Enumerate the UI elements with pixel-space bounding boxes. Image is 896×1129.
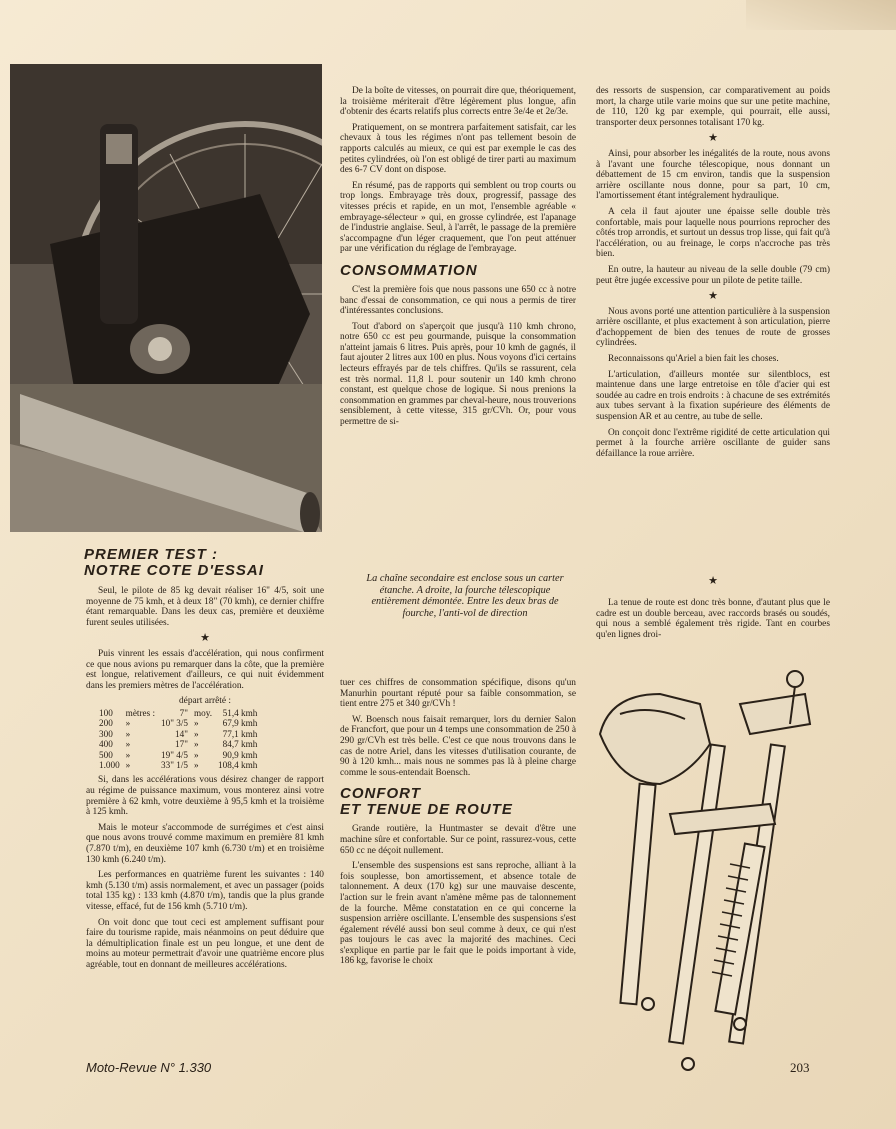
table-row [96, 760, 260, 770]
table-cell: » [125, 749, 131, 760]
column-3-lower [596, 598, 830, 645]
paragraph: Grande routière, la Huntmaster se devait d'être une machine sûre et confortable. Sur ce point, rassurez-vous, cette 650 cc ne déçoit nullement. [340, 824, 576, 856]
paragraph: Les performances en quatrième furent les suivantes : 140 kmh (5.130 t/m) assis normalement, et avec un passager (poids total 135 kg) : 133 kmh (4.870 t/m), tandis que la plus grande vitesse, effacé, fut de 156 kmh (5.710 t/m). [86, 870, 324, 912]
table-cell: 500 [99, 749, 113, 760]
table-cell: » [194, 728, 199, 739]
acceleration-table [96, 708, 260, 770]
table-cell: 77,1 kmh [222, 728, 258, 739]
star-divider: ★ [200, 632, 210, 645]
paragraph: En outre, la hauteur au niveau de la selle double (79 cm) peut être jugée excessive pour un pilote de petite taille. [596, 264, 830, 286]
photo-caption: La chaîne secondaire est enclose sous un carter étanche. A droite, la fourche télescopique entièrement démontée. Entre les deux bras de fourche, l'anti-vol de direction [366, 573, 564, 619]
magazine-footer: Moto-Revue N° 1.330 [86, 1060, 212, 1075]
table-cell: 33" 1/5 [161, 759, 188, 770]
motorcycle-photo [10, 64, 322, 532]
paragraph: Pratiquement, on se montrera parfaitement satisfait, car les chevaux à tous les régimes n'ont pas tellement besoin de rapports calculés au mieux, ce qui est par exemple le cas des petites cylindrées, où l'on est obligé de tirer parti au maximum des 6-7 CV dont on dispose. [340, 122, 576, 176]
table-cell: 67,9 kmh [222, 718, 258, 729]
star-divider: ★ [708, 575, 718, 587]
table-cell: » [194, 749, 199, 760]
test-heading-line1: PREMIER TEST : [84, 546, 219, 563]
table-cell: 14" [175, 728, 188, 739]
paragraph: Si, dans les accélérations vous désirez changer de rapport au régime de puissance maximum, vous monterez ainsi votre première à 62 kmh, votre deuxième à 95,5 kmh et la troisième à 125 kmh. [86, 775, 324, 818]
table-header: départ arrêté : [178, 696, 232, 707]
column-2-lower [340, 678, 576, 972]
paragraph: Reconnaissons qu'Ariel a bien fait les choses. [608, 354, 779, 365]
paragraph: Ainsi, pour absorber les inégalités de la route, nous avons à l'avant une fourche télescopique, nous donnant un débattement de 15 cm environ, tandis que la suspension arrière oscillante nous donne, pour sa part, 10 cm, l'amortissement étant intégralement hydraulique. [596, 148, 830, 202]
motorcycle-photo-drawing [10, 64, 322, 532]
table-row [96, 750, 260, 760]
table-cell: » [125, 718, 131, 729]
table-row [96, 739, 260, 749]
star-divider: ★ [708, 132, 718, 145]
table-row [96, 729, 260, 739]
table-cell: » [125, 759, 131, 770]
table-cell: 100 [99, 707, 113, 718]
paragraph: des ressorts de suspension, car comparativement au poids mort, la charge utile varie moins que sur une petite machine, de 110, 120 kg par exemple, qui pourrait, elle aussi, transporter deux personnes totalisant 170 kg. [596, 86, 830, 128]
consommation-heading: CONSOMMATION [340, 261, 478, 279]
column-2 [340, 86, 576, 433]
fork-drawing [590, 664, 830, 1084]
page-fold [746, 0, 896, 30]
table-cell: 17" [175, 739, 188, 750]
paragraph: Tout d'abord on s'aperçoit que jusqu'à 110 kmh chrono, notre 650 cc est peu gourmande, puisque la consommation n'atteint jamais 6 litres. Puis après, pour 10 kmh de gagnés, il faut ajouter 2 litres aux 100 en plus. Nous voyons d'ici certains lecteurs effrayés par de tels chiffres. Qu'ils se rassurent, cela est très normal. 11,8 l. pour soutenir un 140 kmh chrono constant, est quelque chose de logique. Si nous prenions la consommation en grammes par cheval-heure, nous trouverions sensiblement, à cette vitesse, 315 gr/CVh. Or, pour vous permettre de si- [340, 321, 577, 428]
paragraph: Nous avons porté une attention particulière à la suspension arrière oscillante, et plus exactement à son articulation, pierre d'achoppement de bien des tenues de route de grosses cylindrées. [596, 306, 830, 349]
column-3 [596, 86, 830, 464]
table-row [96, 718, 260, 728]
paragraph: On conçoit donc l'extrême rigidité de cette articulation qui permet à la fourche arrière oscillante de guider sans défaillance la roue arrière. [596, 427, 830, 459]
table-cell: 200 [99, 718, 113, 729]
star-divider: ★ [708, 290, 718, 303]
column-1 [86, 586, 324, 975]
paragraph: tuer ces chiffres de consommation spécifique, disons qu'un Manurhin pourtant réputé pour sa faible consommation, se tient entre 275 et 340 gr/CVh ! [340, 678, 576, 710]
table-cell: 51,4 kmh [222, 707, 258, 718]
table-cell: 90,9 kmh [222, 749, 258, 760]
telescopic-fork-illustration [590, 664, 830, 1084]
table-cell: mètres : [125, 707, 156, 718]
column-3-star [596, 576, 830, 592]
paragraph: L'articulation, d'ailleurs montée sur silentblocs, est maintenue dans une large entretoise en tôle d'acier qui est soudée au cadre en trois endroits : à chacune de ses extrémités aux tubes servant à la fixation supérieure des éléments de suspension AR et au centre, au tube de selle. [596, 369, 830, 423]
paragraph: L'ensemble des suspensions est sans reproche, alliant à la fois souplesse, bon amortissement, et absence totale de talonnement. A deux (170 kg) sur une mauvaise descente, l'action sur le frein avant n'amène même pas de talonnement de la fourche. Même constatation en ce qui concerne la suspension arrière oscillante. L'ensemble des suspensions s'est également révélé aussi bon seul comme à deux, ce qui n'est pas toujours le cas avec la majorité des machines. Ceci s'explique en partie par le fait que le poids important à vide, 186 kg, favorise le choix [340, 861, 576, 967]
paragraph: W. Boensch nous faisait remarquer, lors du dernier Salon de Francfort, que pour un 4 temps une consommation de 250 à 290 gr/CVh est très belle. C'est ce que nous trouvons dans le cas de notre Ariel, dans les vitesses d'utilisation courante, de 90 à 120 kmh... mais nous ne sommes pas là à pleine charge comme le sous-entendait Boensch. [340, 714, 576, 778]
paragraph: La tenue de route est donc très bonne, d'autant plus que le cadre est un double berceau, avec raccords brasés ou soudés, qui nous a semblé également très rigide. Tant en courbes qu'en lignes droi- [596, 598, 830, 640]
page-number: 203 [790, 1060, 810, 1075]
table-cell: 108,4 kmh [218, 759, 258, 770]
table-cell: » [194, 718, 199, 729]
paragraph: A cela il faut ajouter une épaisse selle double très confortable, mais pour laquelle nous pourrions reprocher des côtés trop arrondis, et surtout un dessus trop lisse, qui fait qu'à l'accélération, ou au freinage, le corps n'accroche pas très bien. [596, 206, 830, 260]
paragraph: Mais le moteur s'accommode de surrégimes et c'est ainsi que nous avons trouvé comme maximum en première 81 kmh (7.870 t/m), en deuxième 107 kmh (6.730 t/m) et en troisième 130 kmh (6.240 t/m). [86, 822, 324, 865]
table-row [96, 708, 260, 718]
table-cell: 400 [99, 739, 113, 750]
paragraph: On voit donc que tout ceci est amplement suffisant pour faire du tourisme rapide, mais néanmoins on peut déduire que la démultiplication finale est un peu longue, et une dent de moins au moteur permettrait d'avoir une quatrième encore plus agréable, tout en donnant de meilleures accélérations. [86, 917, 324, 970]
table-cell: » [194, 739, 199, 750]
table-cell: moy. [194, 707, 213, 718]
table-cell: 1.000 [99, 759, 120, 770]
paragraph: C'est la première fois que nous passons une 650 cc à notre banc d'essai de consommation, ce qui nous a permis de tirer d'intéressantes conclusions. [340, 284, 576, 317]
table-cell: 19" 4/5 [161, 749, 188, 760]
table-cell: » [125, 739, 131, 750]
confort-heading-line1: CONFORT [340, 785, 421, 803]
test-heading-line2: NOTRE COTE D'ESSAI [84, 562, 264, 579]
paragraph: En résumé, pas de rapports qui semblent ou trop courts ou trop longs. Embrayage très doux, progressif, passage des vitesses précis et rapide, en un mot, l'ensemble agréable « embrayage-sélecteur » qui, en grosse cylindrée, est l'apanage de l'industrie anglaise. Seul, à l'arrêt, le passage de la première s'accompagne d'un léger craquement, que l'on peut atténuer par une vérification du réglage de l'embrayage. [340, 180, 576, 255]
table-cell: 84,7 kmh [222, 739, 258, 750]
confort-heading-line2: ET TENUE DE ROUTE [340, 801, 513, 819]
table-cell: » [194, 759, 199, 770]
table-cell: » [125, 728, 131, 739]
table-cell: 10" 3/5 [161, 718, 188, 729]
paragraph: Puis vinrent les essais d'accélération, qui nous confirment ce que nous avions pu remarquer dans la côte, que la première est longue, relativement d'ailleurs, ce qui nuit évidemment dans les premiers mètres de l'accélération. [86, 648, 324, 691]
paragraph: Seul, le pilote de 85 kg devait réaliser 16" 4/5, soit une moyenne de 75 kmh, et à deux 18" (70 kmh), ce dernier chiffre étant remarquable. Dans les deux cas, première et deuxième furent seules utilisées. [86, 586, 324, 628]
table-cell: 300 [99, 728, 113, 739]
table-cell: 7" [179, 707, 188, 718]
test-heading-block [84, 547, 324, 583]
paragraph: De la boîte de vitesses, on pourrait dire que, théoriquement, la troisième mériterait d'être légèrement plus longue, afin d'obtenir des écarts relatifs plus corrects entre 3e/4e et 2e/3e. [340, 86, 576, 118]
